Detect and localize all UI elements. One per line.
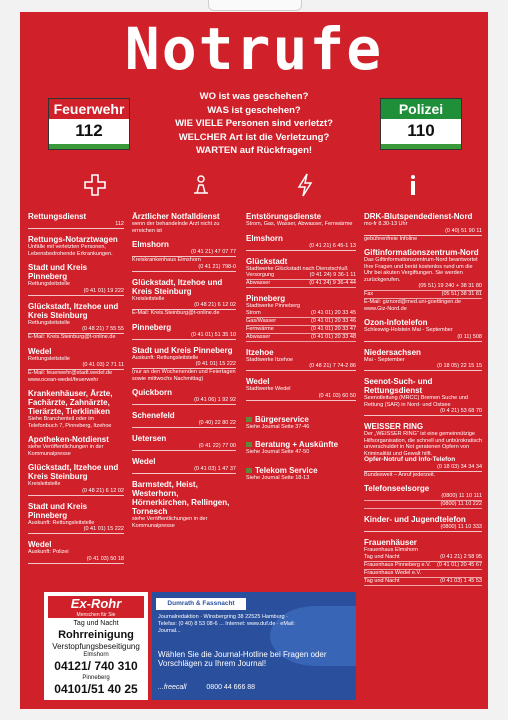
entry-note: Unfälle mit verletzten Personen, Lebensbedrohende Erkrankungen. xyxy=(28,244,113,257)
entry-note: Schleswig-Holstein Mai - September xyxy=(364,327,453,333)
entry-note: Auskunft: Rettungsleitstelle xyxy=(132,354,199,361)
entry-heading: Glückstadt, Itzehoe und Kreis Steinburg xyxy=(28,463,119,481)
entry-email: E-Mail: Kreis.Steinburg@t-online.de xyxy=(28,334,116,340)
entry-note: Auskunft: Rettungsleitstelle xyxy=(28,519,95,526)
entry-note: Stadtwerke Itzehoe xyxy=(246,356,294,363)
question-item: WO ist was geschehen? xyxy=(199,91,309,102)
entry-heading: Glückstadt xyxy=(246,256,288,266)
row-phone: (0 41 01) 20 33 48 xyxy=(311,333,356,340)
entry-phone: 112 xyxy=(28,221,124,229)
entry-heading: Wedel xyxy=(28,346,52,356)
list-item xyxy=(246,377,356,401)
list-item xyxy=(246,234,356,251)
question-item: WAS ist geschehen? xyxy=(207,104,301,116)
stripe xyxy=(49,144,129,149)
ad-city: Elmshorn xyxy=(83,652,109,658)
row-phone: (0 41 24) 9 36-1 11 xyxy=(309,272,356,278)
list-item xyxy=(132,212,236,234)
table-row xyxy=(364,493,482,501)
polizei-label: Polizei xyxy=(381,99,461,119)
entry-phone: (0 41 01) 19 222 xyxy=(28,288,124,296)
entry-heading: Stadt und Kreis Pinneberg xyxy=(28,501,88,520)
row-phone: (0800) 11 10 222 xyxy=(440,501,482,507)
entry-note: Kreisleitstelle xyxy=(28,481,61,487)
cross-icon xyxy=(82,172,108,198)
entry-phone: (0 41 01) 51 35 10 xyxy=(132,332,236,340)
entry-heading: Bürgerservice xyxy=(255,414,309,424)
entry-heading: Wedel xyxy=(28,540,52,549)
ad-brand: Ex-Rohr xyxy=(70,596,122,611)
entry-heading: WEISSER RING xyxy=(364,422,424,431)
entry-phone: (0 41 01) 15 222 xyxy=(132,361,236,369)
list-item xyxy=(28,389,124,429)
entry-note: Kreisleitstelle xyxy=(132,295,165,302)
list-item xyxy=(364,515,482,532)
entry-phone: (0 40) 51 90 11 xyxy=(364,228,482,236)
entry-note: siehe Veröffentlichungen in der Kommunalpresse xyxy=(132,516,208,529)
journal-hotline-ad xyxy=(152,592,356,700)
entry-note: (nur an den Wochenenden und Feiertagen sowie mittwochs Nachmittag) xyxy=(132,369,236,382)
list-item xyxy=(132,278,236,317)
list-item xyxy=(28,463,124,496)
list-item xyxy=(246,348,356,372)
entry-heading: Pinneberg xyxy=(132,322,172,332)
entry-note: Siehe Journal Seite 37-46 xyxy=(246,423,310,430)
category-icons xyxy=(20,172,488,198)
entry-phone: (0 41 03) 60 50 xyxy=(246,393,356,401)
entry-heading: Rettungs-Notarztwagen xyxy=(28,235,118,244)
list-item xyxy=(364,348,482,372)
row-phone: (0 41 21) 2 58 95 xyxy=(440,553,482,560)
list-item xyxy=(132,323,236,340)
feuerwehr-box xyxy=(48,98,130,150)
row-phone: (0 41 03) 1 45 53 xyxy=(440,577,482,584)
table-row xyxy=(364,578,482,586)
entry-heading: Ozon-Infotelefon xyxy=(364,318,428,327)
entry-phone: (0 41 03) 50 18 xyxy=(28,556,124,564)
bullet-square xyxy=(246,417,252,422)
ad-phone: 04101/51 40 25 xyxy=(54,682,138,696)
entry-phone: (0800) 11 10 333 xyxy=(364,524,482,532)
row-phone: (0800) 11 10 111 xyxy=(441,493,482,499)
table-row xyxy=(364,562,482,570)
list-item xyxy=(364,248,482,312)
row-phone: (0 41 01) 20 33 47 xyxy=(311,325,356,332)
list-item xyxy=(132,480,236,529)
table-row xyxy=(246,280,356,288)
entry-phone: (0 41 03) 1 47 37 xyxy=(132,466,236,474)
entry-heading: Glückstadt, Itzehoe und Kreis Steinburg xyxy=(28,301,119,320)
page-title: Notrufe xyxy=(124,15,384,83)
list-item xyxy=(28,502,124,535)
list-item xyxy=(364,212,482,242)
entry-phone: (0 41 01) 15 222 xyxy=(28,526,124,534)
entry-heading: Stadt und Kreis Pinneberg xyxy=(28,263,88,281)
list-item xyxy=(246,294,356,342)
entry-email: E-Mail: giznord@med.uni-goettingen.de www.Giz-Nord.de xyxy=(364,299,461,312)
row-phone: (05 51) 19 240 + 38 31 80 xyxy=(418,283,482,289)
list-item xyxy=(28,263,124,296)
entry-note: Strom, Gas, Wasser, Abwasser, Fernwärme xyxy=(246,221,353,227)
entry-heading: Niedersachsen xyxy=(364,347,421,357)
row-label: Fax xyxy=(364,291,374,297)
lightning-icon xyxy=(292,172,318,198)
entry-note: Stadtwerke Wedel xyxy=(246,386,291,392)
polizei-number: 110 xyxy=(407,121,435,140)
entry-heading: Barmstedt, Heist, Westerhorn, Hörnerkirchen, Rellingen, Tornesch xyxy=(132,480,230,516)
question-item: WIE VIELE Personen sind verletzt? xyxy=(175,118,333,129)
entry-heading: Apotheken-Notdienst xyxy=(28,435,109,444)
entry-phone: (0 41 03) 2 71 11 xyxy=(28,362,124,370)
entry-phone: (0 48 21) 7 74-2 86 xyxy=(246,363,356,371)
ambulance-icon xyxy=(188,172,214,198)
question-list xyxy=(140,90,368,158)
entry-phone: (0 48 21) 6 12 02 xyxy=(132,302,236,310)
row-phone: (0 41 01) 20 33 45 xyxy=(311,309,356,316)
list-item xyxy=(28,212,124,229)
ad-brand: Dumrath & Fassnacht xyxy=(156,598,246,610)
entry-note: Siehe Journal Seite 47-50 xyxy=(246,449,310,455)
entry-heading: Pinneberg xyxy=(246,294,286,303)
row-phone: (0 41 24) 9 36-4 44 xyxy=(309,280,356,286)
entry-heading: Glückstadt, Itzehoe und Kreis Steinburg xyxy=(132,277,223,296)
list-item xyxy=(28,347,124,384)
ad-phone: 04121/ 740 310 xyxy=(54,659,138,673)
list-item xyxy=(132,388,236,405)
entry-phone: (0 18 05) 22 15 15 xyxy=(364,363,482,371)
table-row xyxy=(364,554,482,562)
list-item xyxy=(246,440,356,456)
row-label: Frauenhaus Pinneberg e.V. xyxy=(364,561,431,568)
table-row xyxy=(246,334,356,342)
list-item xyxy=(246,466,356,482)
entry-heading: DRK-Blutspendedienst-Nord xyxy=(364,212,473,221)
ex-rohr-logo xyxy=(48,596,144,618)
entry-note: Rettungsleitstelle xyxy=(28,281,70,287)
entry-heading: Frauenhäuser xyxy=(364,538,417,547)
entry-heading: Telefonseelsorge xyxy=(364,484,430,493)
feuerwehr-number: 112 xyxy=(75,121,103,140)
entry-phone: (0 41 06) 1 92 92 xyxy=(132,397,236,405)
ad-heading: Rohrreinigung xyxy=(58,629,134,641)
entry-note: Rettungsleitstelle xyxy=(28,355,70,362)
list-item xyxy=(28,302,124,341)
ad-phone: 0800 44 666 88 xyxy=(206,684,256,691)
entry-phone: (0 18 03) 34 34 34 xyxy=(364,464,482,472)
entry-phone: (0 41 21) 47 07 77 xyxy=(132,249,236,257)
entry-heading: Stadt und Kreis Pinneberg xyxy=(132,345,233,355)
entry-phone: (0 48 21) 7 55 55 xyxy=(28,326,124,334)
info-icon xyxy=(400,172,426,198)
entry-note: Siehe Journal Seite 18-13 xyxy=(246,474,310,481)
list-item xyxy=(132,346,236,383)
entry-heading: Telekom Service xyxy=(255,465,318,475)
ad-freecall: ...freecall xyxy=(158,684,187,691)
entry-phone: (0 4 21) 53 68 70 xyxy=(364,408,482,416)
row-phone: (0 41 01) 20 45 67 xyxy=(437,561,482,568)
entry-heading: Kinder- und Jugendtelefon xyxy=(364,515,466,524)
row-label: Fernwärme xyxy=(246,325,274,332)
feuerwehr-label: Feuerwehr xyxy=(49,99,129,119)
entry-heading: Giftinformationszentrum-Nord xyxy=(364,248,479,257)
row-label: Frauenhaus Wedel e.V. xyxy=(364,569,422,576)
entry-heading: Itzehoe xyxy=(246,347,274,357)
table-row xyxy=(246,326,356,334)
entry-email: E-Mail: feuerwehr@stadt.wedel.de www.ocean-wedel/feuerwehr xyxy=(28,370,113,383)
entry-heading: Schenefeld xyxy=(132,411,175,420)
ad-claim: Wählen Sie die Journal-Hotline bei Fragen oder Vorschlägen zu Ihrem Journal! xyxy=(158,650,327,668)
column-rettung xyxy=(28,212,124,570)
row-label: Abwasser xyxy=(246,333,271,340)
entry-phone: (0 40) 22 80 22 xyxy=(132,420,236,428)
table-row xyxy=(246,310,356,318)
entry-note: Stadtwerke Pinneberg xyxy=(246,303,301,309)
list-item xyxy=(28,235,124,257)
list-item xyxy=(132,411,236,428)
entry-heading: Beratung + Auskünfte xyxy=(255,440,339,449)
entry-heading: Entstörungsdienste xyxy=(246,212,322,221)
column-entstoerung xyxy=(246,212,356,487)
ad-footer xyxy=(158,684,255,691)
entry-phone: (0 11) 508 xyxy=(364,334,482,342)
table-row xyxy=(364,283,482,291)
row-phone: (05 51) 38 31 81 xyxy=(441,291,482,297)
column-info xyxy=(364,212,482,592)
entry-heading: Wedel xyxy=(132,457,156,466)
entry-heading: Seenot-Such- und Rettungsdienst xyxy=(364,377,433,395)
entry-note: Rettungsleitstelle xyxy=(28,319,70,326)
table-row xyxy=(246,318,356,326)
list-item xyxy=(246,415,356,431)
sleeve-tab xyxy=(208,0,302,11)
entry-note: Frauenhaus Elmshorn xyxy=(364,547,419,553)
row-label: Tag und Nacht xyxy=(364,553,400,560)
bullet-square xyxy=(246,442,252,447)
row-phone: (0 41 01) 20 33 46 xyxy=(311,317,356,324)
entry-note: Das Giftinformationszentrum-Nord beantwortet Ihre Fragen und berät kostenlos rund um die Uhr bei akuten Vergiftungen. Sie werden zurückgerufen. xyxy=(364,257,478,283)
list-item xyxy=(364,318,482,342)
list-item xyxy=(364,484,482,509)
entry-phone: (0 41 21) 798-0 xyxy=(132,264,236,272)
entry-note: Opfer-Notruf und Info-Telefon xyxy=(364,456,456,463)
table-row xyxy=(364,291,482,299)
ad-address: Journalredaktion · Winsbergring 38 22525 Hamburg · Telefax: (0 40) 8 53 08-6 ... Internet: www.duf.de · eMail: Journal... xyxy=(158,614,295,634)
entry-note: gebührenfreie Infoline xyxy=(364,235,418,242)
entry-email: E-Mail: Kreis.Steinburg@t-online.de xyxy=(132,310,220,316)
stripe xyxy=(381,144,461,149)
list-item xyxy=(364,377,482,416)
entry-heading: Wedel xyxy=(246,377,270,386)
row-label: Strom xyxy=(246,309,261,316)
ad-brand-sub: Menschen für Sie xyxy=(76,612,116,618)
entry-phone: (0 48 21) 6 12 02 xyxy=(28,488,124,496)
list-item xyxy=(28,435,124,457)
column-notfalldienst xyxy=(132,212,236,535)
question-item: WELCHER Art ist die Verletzung? xyxy=(178,131,330,143)
ad-sub: Verstopfungsbeseitigung xyxy=(52,642,140,651)
ex-rohr-ad xyxy=(44,592,148,700)
row-label: Gas/Wasser xyxy=(246,317,277,324)
list-item xyxy=(28,540,124,564)
entry-note: Auskunft: Polizei xyxy=(28,549,69,555)
table-row xyxy=(364,570,482,578)
row-label: Tag und Nacht xyxy=(364,577,400,584)
entry-note: Stadtwerke Glückstadt nach Dienstschluß xyxy=(246,265,348,272)
entry-heading: Elmshorn xyxy=(246,233,283,243)
entry-heading: Elmshorn xyxy=(132,240,169,249)
entry-heading: Rettungsdienst xyxy=(28,212,87,221)
ad-city: Pinneberg xyxy=(82,675,110,681)
list-item xyxy=(364,422,482,478)
row-label: Versorgung xyxy=(246,272,275,278)
polizei-box xyxy=(380,98,462,150)
entry-note: Seenotleitung (MRCC) Bremen Suche und Rettung (SAR) in Nord- und Ostsee xyxy=(364,395,468,408)
entry-note: Bundesweit – Anruf jederzeit. xyxy=(364,471,436,478)
list-item xyxy=(132,240,236,272)
bullet-square xyxy=(246,468,252,473)
emergency-card xyxy=(20,12,488,709)
table-row xyxy=(246,272,356,280)
entry-note: Siehe Branchenteil oder im Telefonbuch 7, Pinneberg, Itzehoe xyxy=(28,416,112,429)
entry-note: Der „WEISSER RING“ ist eine gemeinnützige Hilfsorganisation, die schnell und unbürokratisch unverschuldet in Not geratenen Opfern von Kriminalität und Gewalt hilft. xyxy=(364,431,483,457)
entry-note: mo-fr 8.30-13 Uhr xyxy=(364,221,408,227)
entry-heading: Quickborn xyxy=(132,388,173,397)
entry-phone: (0 41 22) 77 00 xyxy=(132,443,236,451)
table-row xyxy=(364,501,482,509)
entry-phone: (0 41 21) 6 45-1 13 xyxy=(246,243,356,251)
entry-heading: Krankenhäuser, Ärzte, Fachärzte, Zahnärzte, Tierärzte, Tierkliniken xyxy=(28,389,113,416)
question-item: WARTEN auf Rückfragen! xyxy=(195,145,313,156)
entry-note: Kreiskrankenhaus Elmshorn xyxy=(132,257,201,263)
row-label: Abwasser xyxy=(246,280,271,286)
entry-note: Mai - September xyxy=(364,356,405,363)
entry-note: siehe Veröffentlichungen in der Kommunalpresse xyxy=(28,444,104,457)
ad-slogan: Tag und Nacht xyxy=(73,620,119,627)
list-item xyxy=(246,212,356,228)
list-item xyxy=(132,434,236,451)
entry-heading: Uetersen xyxy=(132,434,167,443)
entry-note: wenn der behandelnde Arzt nicht zu erreichen ist xyxy=(132,221,220,234)
list-item xyxy=(246,257,356,289)
list-item xyxy=(132,457,236,474)
list-item xyxy=(364,538,482,586)
entry-heading: Ärztlicher Notfalldienst xyxy=(132,212,220,221)
